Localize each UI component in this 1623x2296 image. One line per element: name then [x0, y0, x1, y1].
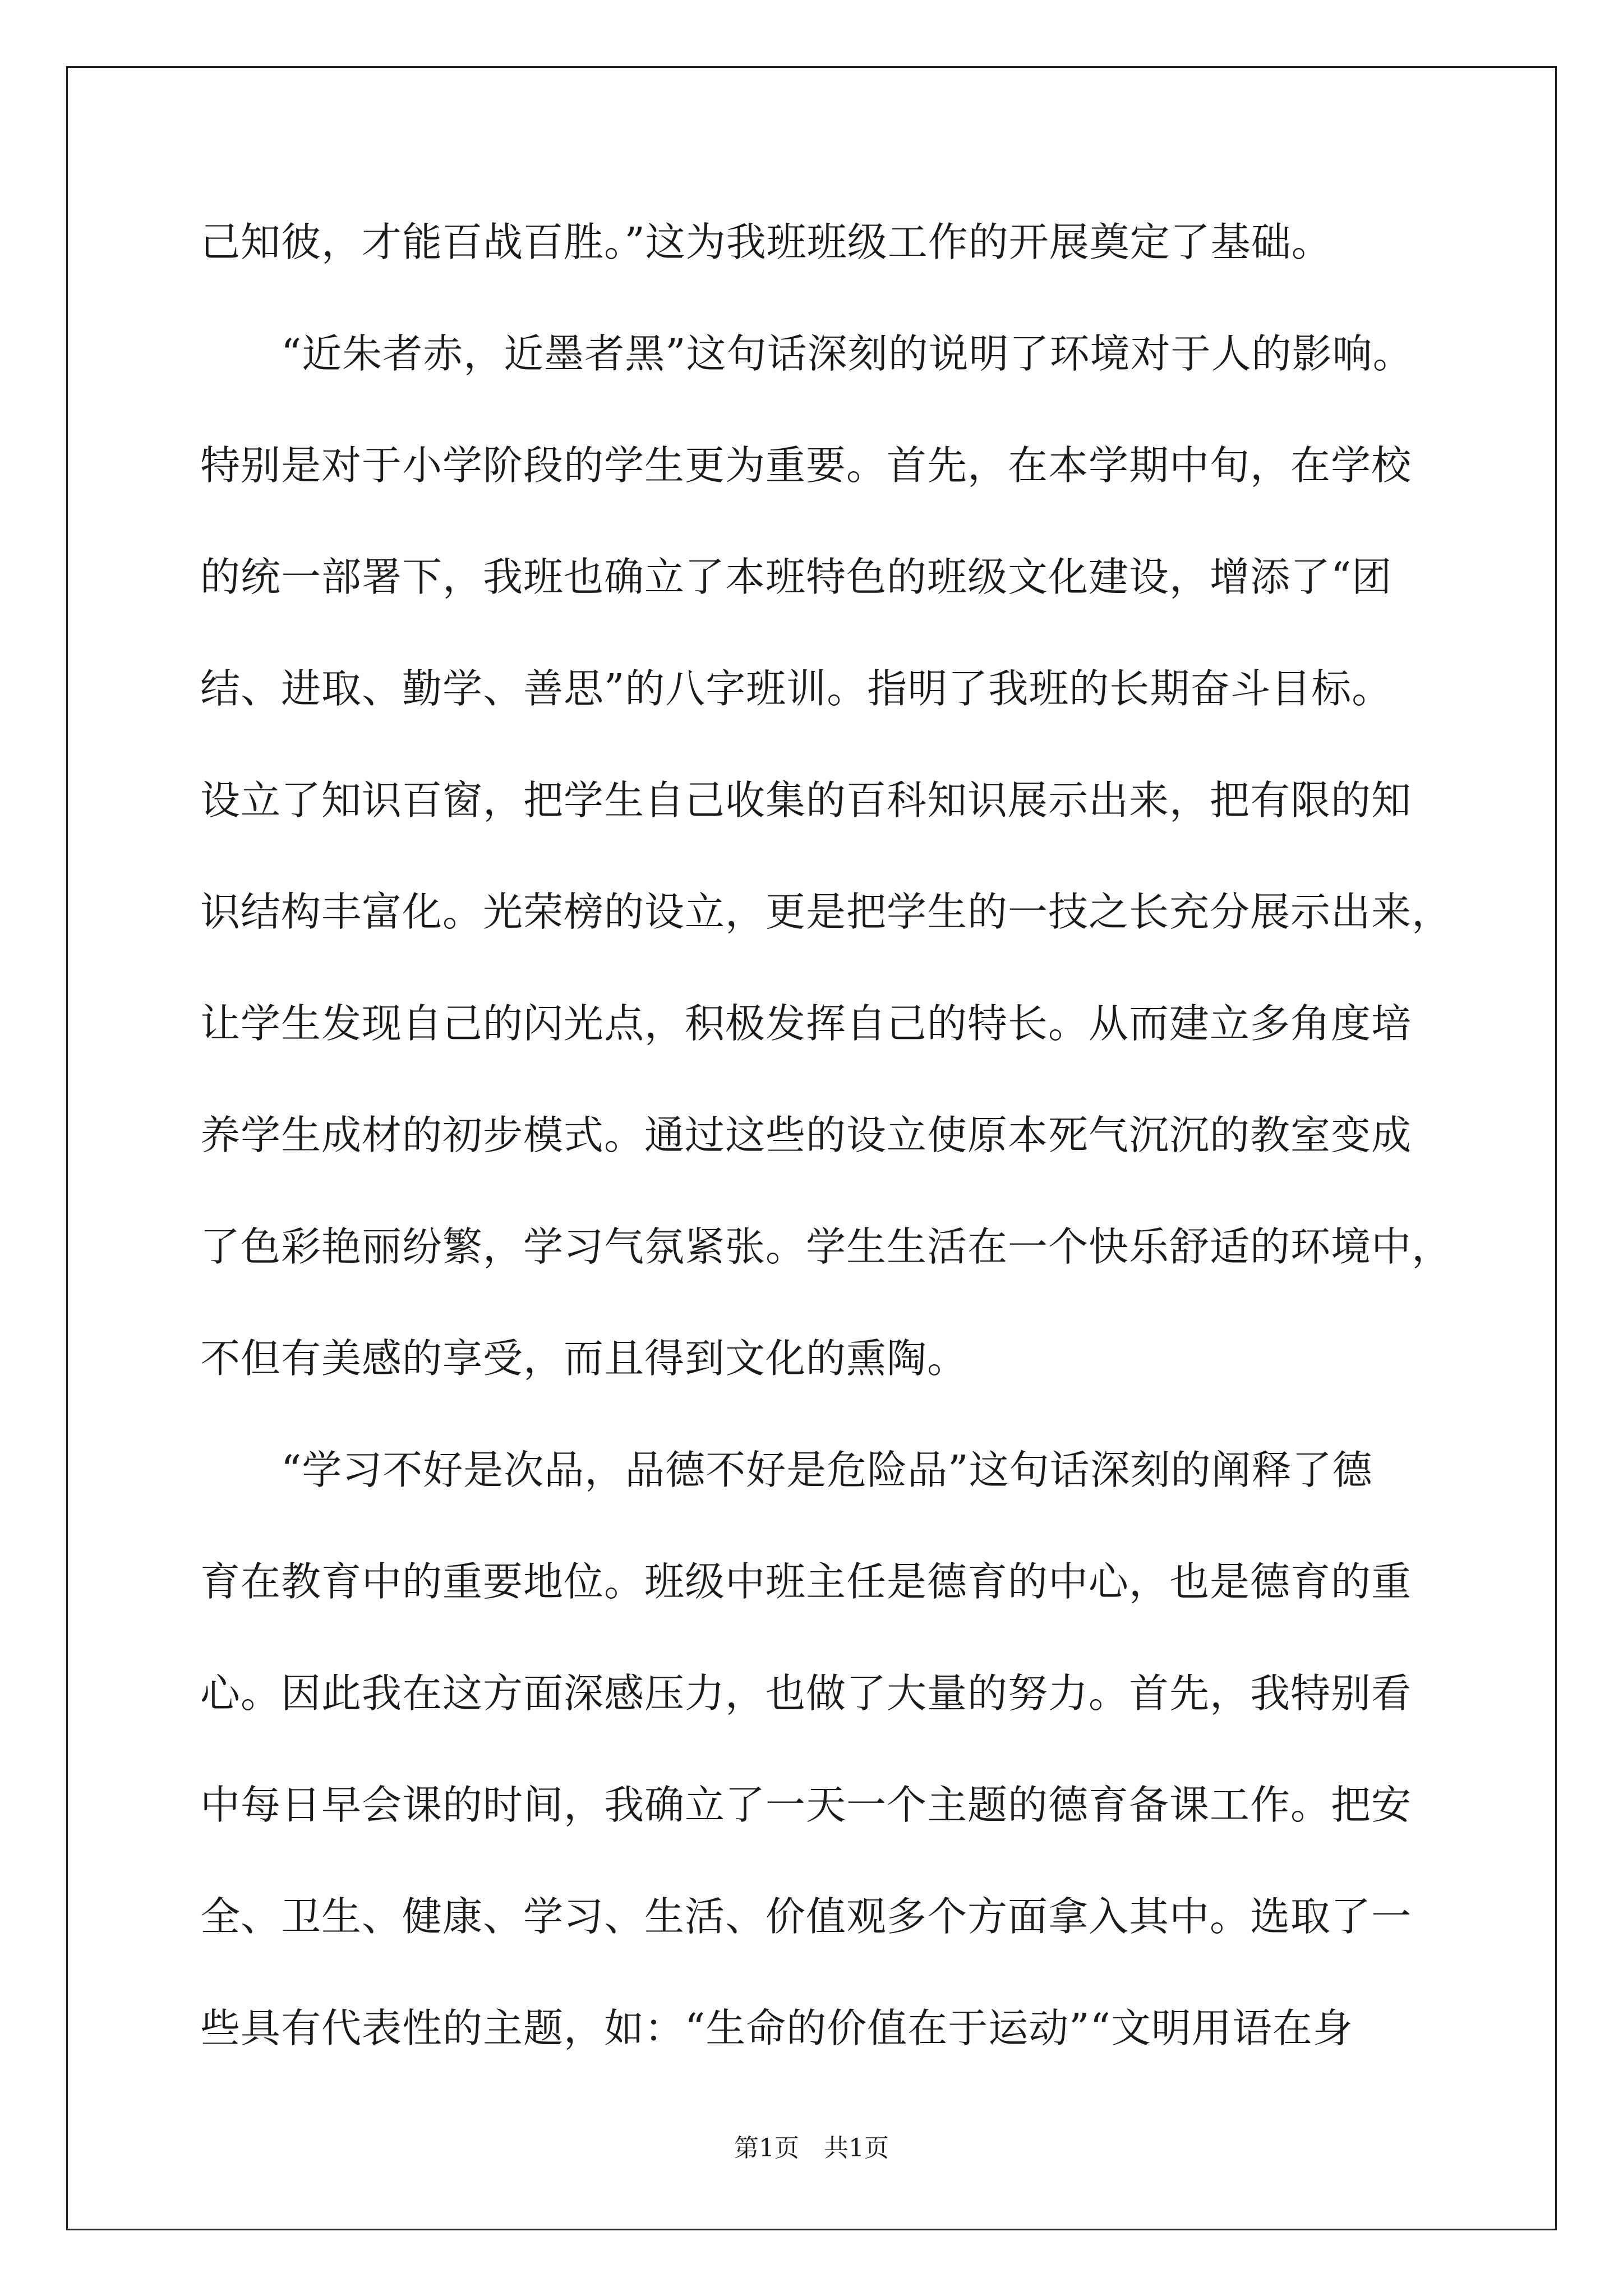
- text-line: “近朱者赤，近墨者黑”这句话深刻的说明了环境对于人的影响。: [200, 330, 1413, 377]
- text-line: 设立了知识百窗，把学生自己收集的百科知识展示出来，把有限的知: [200, 777, 1412, 823]
- text-line: 不但有美感的享受，而且得到文化的熏陶。: [200, 1335, 968, 1382]
- document-body: [200, 186, 1453, 2084]
- text-line: 全、卫生、健康、学习、生活、价值观多个方面拿入其中。选取了一: [200, 1893, 1412, 1940]
- text-line: 养学生成材的初步模式。通过这些的设立使原本死气沉沉的教室变成: [200, 1112, 1412, 1158]
- text-line: 识结构丰富化。光荣榜的设立，更是把学生的一技之长充分展示出来，: [200, 889, 1453, 935]
- text-line: 中每日早会课的时间，我确立了一天一个主题的德育备课工作。把安: [200, 1782, 1412, 1828]
- text-line: 让学生发现自己的闪光点，积极发挥自己的特长。从而建立多角度培: [200, 1000, 1412, 1047]
- text-line: 结、进取、勤学、善思”的八字班训。指明了我班的长期奋斗目标。: [200, 665, 1393, 712]
- text-line: 些具有代表性的主题，如：“生命的价值在于运动”“文明用语在身: [200, 2005, 1353, 2051]
- text-line: 了色彩艳丽纷繁，学习气氛紧张。学生生活在一个快乐舒适的环境中，: [200, 1223, 1453, 1270]
- text-line: 心。因此我在这方面深感压力，也做了大量的努力。首先，我特别看: [200, 1670, 1412, 1717]
- text-line: 特别是对于小学阶段的学生更为重要。首先，在本学期中旬，在学校: [200, 442, 1412, 489]
- text-line: 育在教育中的重要地位。班级中班主任是德育的中心，也是德育的重: [200, 1558, 1412, 1605]
- text-line: “学习不好是次品，品德不好是危险品”这句话深刻的阐释了德: [200, 1447, 1373, 1493]
- text-line: 的统一部署下，我班也确立了本班特色的班级文化建设，增添了“团: [200, 554, 1393, 600]
- text-line: 己知彼，才能百战百胜。”这为我班班级工作的开展奠定了基础。: [200, 219, 1332, 265]
- page-number-footer: 第1页 共1页: [734, 2134, 889, 2162]
